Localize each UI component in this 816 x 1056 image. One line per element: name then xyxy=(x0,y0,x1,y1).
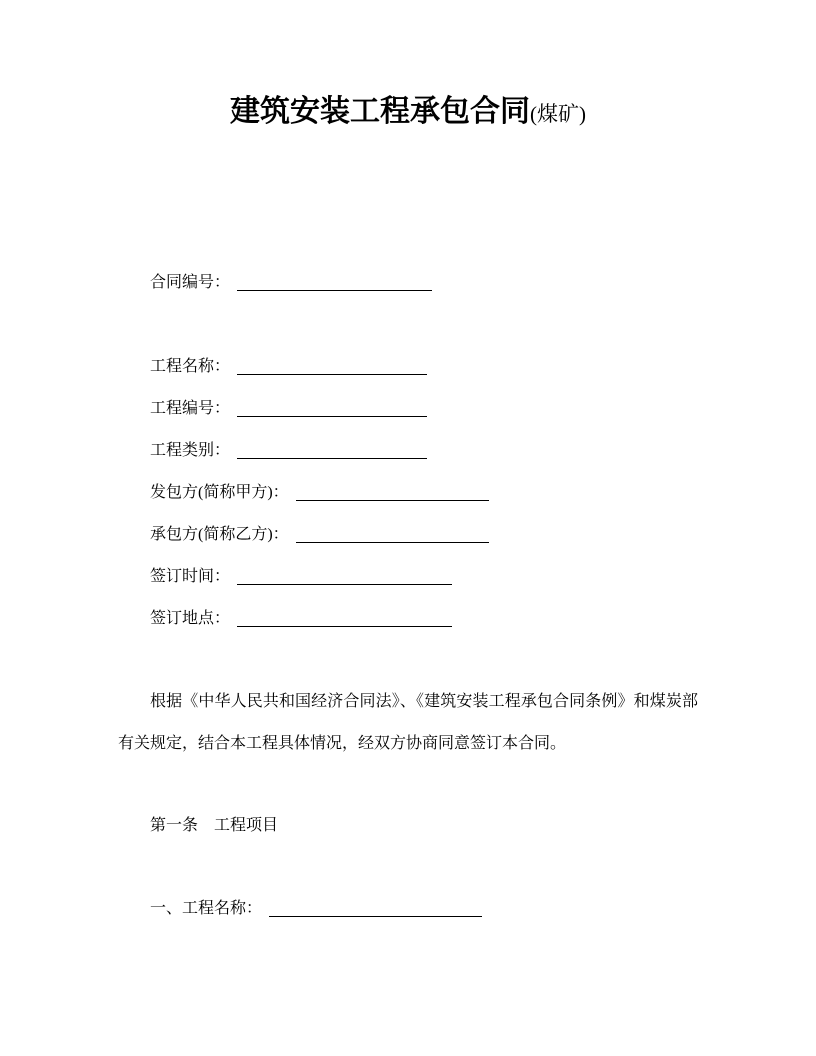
field-row-signing-date xyxy=(118,556,698,598)
contract-number-blank-underline xyxy=(237,272,432,291)
field-row-employer-party-a xyxy=(118,472,698,514)
project-number-blank-underline xyxy=(237,398,427,417)
contractor-party-b-blank-underline xyxy=(296,524,489,543)
document-title-suffix: (煤矿) xyxy=(530,102,586,126)
field-row-project-category xyxy=(118,430,698,472)
project-category-label: 工程类别： xyxy=(150,442,231,459)
project-category-blank-underline xyxy=(237,440,427,459)
signing-date-blank-underline xyxy=(237,566,452,585)
field-row-project-number xyxy=(118,388,698,430)
employer-party-a-blank-underline xyxy=(296,482,489,501)
project-name-blank-underline xyxy=(237,356,427,375)
intro-paragraph: 根据《中华人民共和国经济合同法》、《建筑安装工程承包合同条例》和煤炭部有关规定，结合本工程具体情况，经双方协商同意签订本合同。 xyxy=(118,693,698,752)
field-row-signing-place xyxy=(118,598,698,640)
contract-number-label: 合同编号： xyxy=(150,274,231,291)
signing-date-label: 签订时间： xyxy=(150,568,231,585)
signing-place-label: 签订地点： xyxy=(150,610,231,627)
project-number-label: 工程编号： xyxy=(150,400,231,417)
item-1-project-name-blank-underline xyxy=(269,898,482,917)
section-1-heading: 第一条 工程项目 xyxy=(150,817,279,834)
project-name-label: 工程名称： xyxy=(150,358,231,375)
employer-party-a-label: 发包方(简称甲方)： xyxy=(150,484,289,501)
contractor-party-b-label: 承包方(简称乙方)： xyxy=(150,526,289,543)
field-row-contractor-party-b xyxy=(118,514,698,556)
item-1-project-name-label: 一、工程名称： xyxy=(150,900,263,917)
document-title-main: 建筑安装工程承包合同 xyxy=(230,95,530,128)
signing-place-blank-underline xyxy=(237,608,452,627)
fields-block xyxy=(118,346,698,640)
field-row-project-name xyxy=(118,346,698,388)
field-row-contract-number xyxy=(118,262,698,304)
document-title xyxy=(118,0,698,136)
section-1-item-1-project-name xyxy=(118,888,698,930)
